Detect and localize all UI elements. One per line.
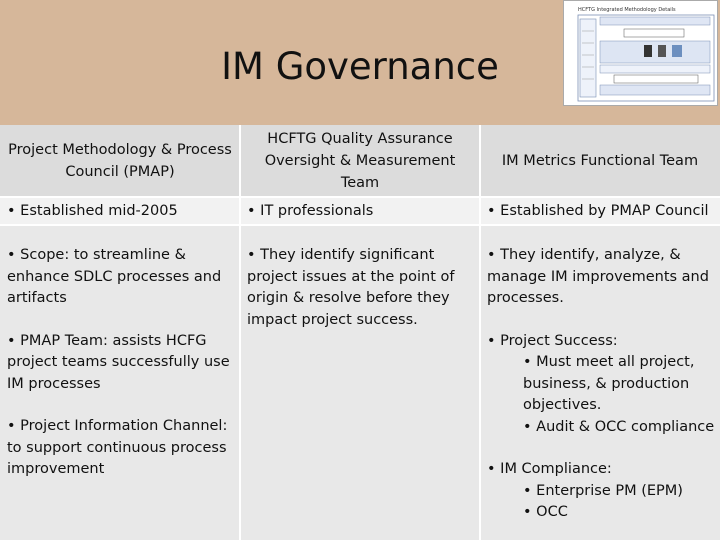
cell-it-professionals: • IT professionals [247,203,374,219]
row-divider [0,196,720,198]
header-metrics-team: IM Metrics Functional Team [501,153,699,169]
cell-metrics-established: • Established by PMAP Council [487,203,709,219]
methodology-thumbnail-image [563,0,718,106]
sub-list-item: • Must meet all project, business, & production objectives. [523,354,695,413]
governance-table [0,125,720,540]
list-item: • Project Information Channel: to support continuous process improvement [7,418,228,477]
cell-pmap-details [7,245,235,481]
title-banner [0,0,720,125]
thumbnail-caption: HCFTG Integrated Methodology Details [578,7,676,13]
list-item: • They identify, analyze, & manage IM improvements and processes. [487,247,709,306]
cell-pmap-established: • Established mid-2005 [7,203,178,219]
cell-metrics-details [487,245,717,524]
slide-title: IM Governance [221,45,499,88]
list-item: • They identify significant project issues at the point of origin & resolve before they impact project success. [247,247,455,328]
list-item: • IM Compliance: [487,461,612,477]
header-qa-oversight: HCFTG Quality Assurance Oversight & Measurement Team [264,131,456,191]
sub-list-item: • Audit & OCC compliance [523,418,715,435]
sub-list-item: • Enterprise PM (EPM) [523,482,683,499]
table-row [0,225,720,540]
column-divider [479,125,481,540]
table-row [0,197,720,225]
list-item: • PMAP Team: assists HCFG project teams successfully use IM processes [7,332,230,392]
list-item: • Scope: to streamline & enhance SDLC processes and artifacts [7,247,222,306]
methodology-diagram-graphic [564,1,719,107]
cell-qa-details [247,245,472,331]
row-divider [0,224,720,226]
list-item: • Project Success: [487,332,618,349]
table-header-row [0,125,720,197]
sub-list-item: • OCC [523,504,568,520]
header-pmap: Project Methodology & Process Council (PMAP) [8,142,232,180]
column-divider [239,125,241,540]
